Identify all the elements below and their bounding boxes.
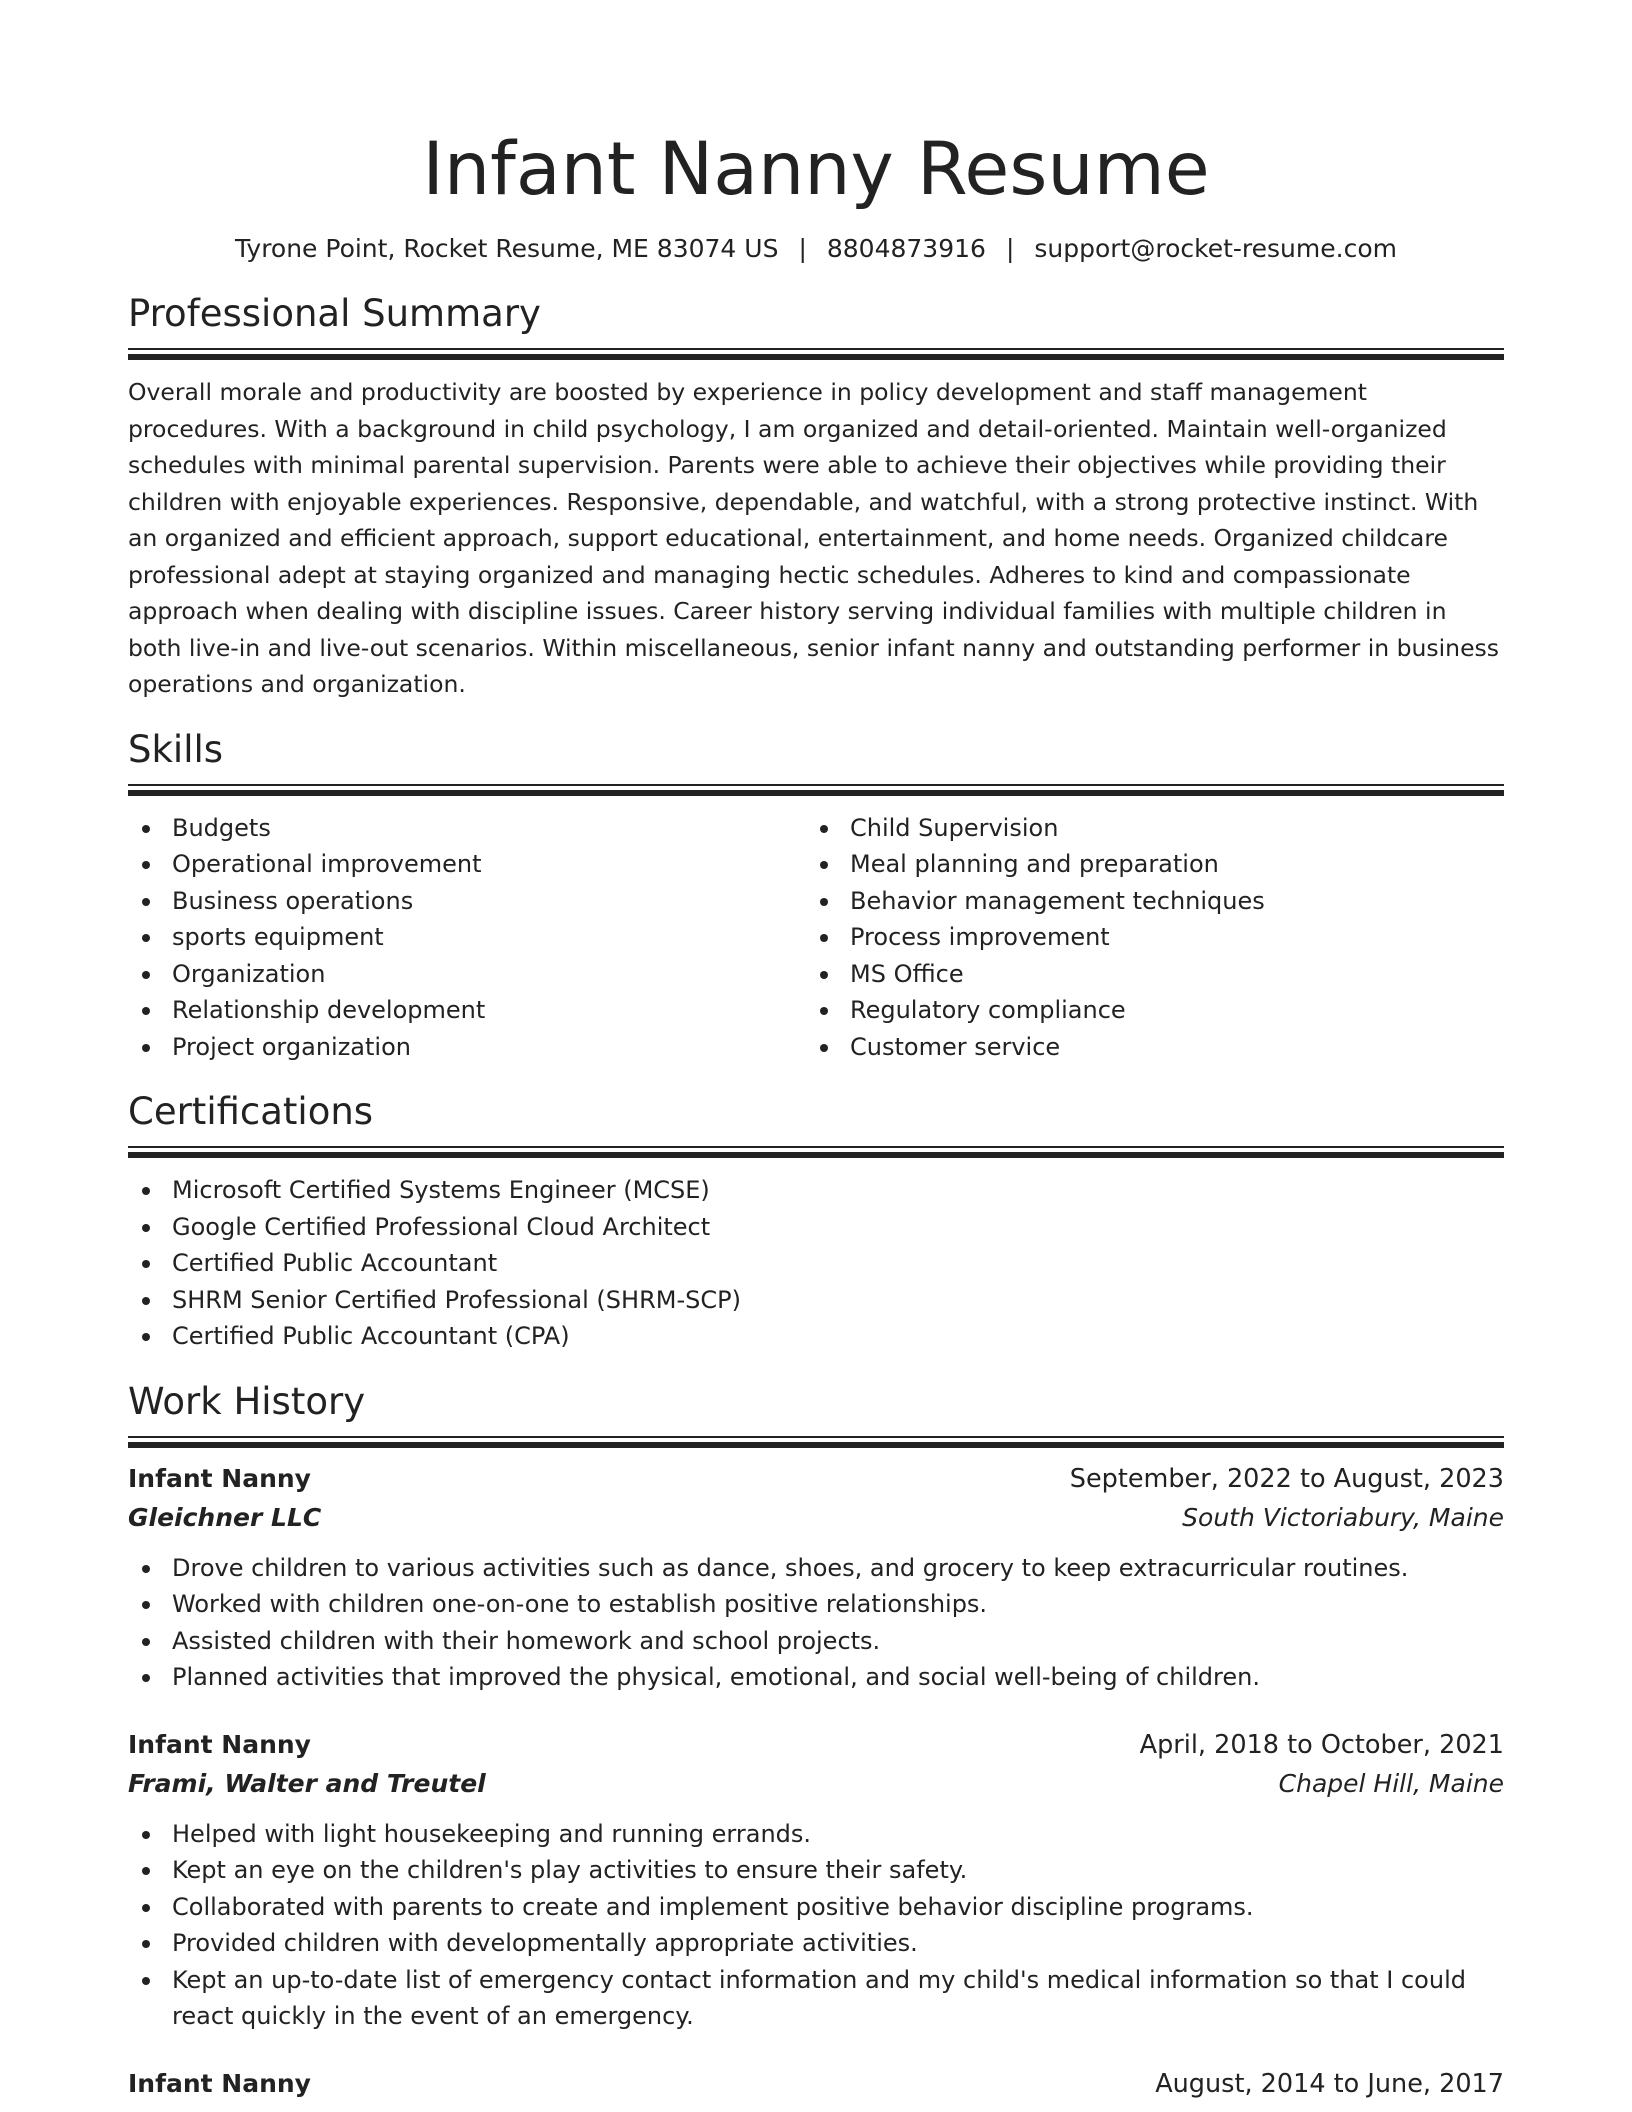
list-item: Microsoft Certified Systems Engineer (MCSE) xyxy=(128,1172,1504,1209)
list-item: Kept an up-to-date list of emergency contact information and my child's medical information so that I could react quickly in the event of an emergency. xyxy=(128,1962,1504,2035)
job-title: Infant Nanny xyxy=(128,1463,311,1493)
certifications-section xyxy=(128,1088,1504,1355)
list-item: Kept an eye on the children's play activities to ensure their safety. xyxy=(128,1852,1504,1889)
contact-email: support@rocket-resume.com xyxy=(1034,234,1397,263)
list-item: Behavior management techniques xyxy=(806,883,1504,920)
section-title-skills: Skills xyxy=(128,727,224,771)
list-item: Customer service xyxy=(806,1029,1504,1066)
job-title: Infant Nanny xyxy=(128,2068,311,2098)
contact-separator: | xyxy=(1005,234,1015,263)
list-item: Assisted children with their homework and school projects. xyxy=(128,1623,1504,1660)
job-dates: April, 2018 to October, 2021 xyxy=(1139,1729,1504,1760)
section-title-summary: Professional Summary xyxy=(128,292,541,335)
section-divider xyxy=(128,1436,1504,1448)
list-item: Google Certified Professional Cloud Architect xyxy=(128,1209,1504,1246)
job-dates: September, 2022 to August, 2023 xyxy=(1069,1463,1504,1494)
list-item: Relationship development xyxy=(128,992,806,1029)
contact-phone: 8804873916 xyxy=(826,234,986,263)
list-item: Certified Public Accountant xyxy=(128,1245,1504,1282)
summary-section xyxy=(128,290,1504,703)
list-item: Planned activities that improved the physical, emotional, and social well-being of children. xyxy=(128,1659,1504,1696)
list-item: Project organization xyxy=(128,1029,806,1066)
job-location: South Victoriabury, Maine xyxy=(1182,1502,1504,1532)
list-item: MS Office xyxy=(806,956,1504,993)
list-item: Budgets xyxy=(128,810,806,847)
list-item: sports equipment xyxy=(128,919,806,956)
list-item: Operational improvement xyxy=(128,846,806,883)
job-entry xyxy=(128,1460,1504,1696)
resume-title: Infant Nanny Resume xyxy=(422,127,1210,212)
work-history-section xyxy=(128,1378,1504,2103)
list-item: SHRM Senior Certified Professional (SHRM-SCP) xyxy=(128,1282,1504,1319)
contact-line xyxy=(128,232,1504,266)
skills-list-left xyxy=(128,810,806,1066)
list-item: Organization xyxy=(128,956,806,993)
list-item: Regulatory compliance xyxy=(806,992,1504,1029)
list-item: Meal planning and preparation xyxy=(806,846,1504,883)
job-header xyxy=(128,1460,1504,1498)
skills-list-right xyxy=(806,810,1504,1066)
section-title-certifications: Certifications xyxy=(128,1090,374,1133)
job-entry xyxy=(128,1726,1504,2035)
list-item: Collaborated with parents to create and implement positive behavior discipline programs. xyxy=(128,1889,1504,1926)
section-divider xyxy=(128,348,1504,360)
list-item: Drove children to various activities such as dance, shoes, and grocery to keep extracurricular routines. xyxy=(128,1550,1504,1587)
list-item: Child Supervision xyxy=(806,810,1504,847)
summary-text: Overall morale and productivity are boosted by experience in policy development and staff management procedures. With a background in child psychology, I am organized and detail-oriented. Maintain well-organized schedules with minimal parental supervision. Parents were able to achieve their objectives while providing their children with enjoyable experiences. Responsive, dependable, and watchful, with a strong protective instinct. With an organized and efficient approach, support educational, entertainment, and home needs. Organized childcare professional adept at staying organized and managing hectic schedules. Adheres to kind and compassionate approach when dealing with discipline issues. Career history serving individual families with multiple children in both live-in and live-out scenarios. Within miscellaneous, senior infant nanny and outstanding performer in business operations and organization. xyxy=(128,378,1500,698)
job-subheader xyxy=(128,1498,1504,1538)
section-title-work-history: Work History xyxy=(128,1379,366,1423)
job-title: Infant Nanny xyxy=(128,1729,311,1759)
section-divider xyxy=(128,1146,1504,1158)
list-item: Business operations xyxy=(128,883,806,920)
list-item: Certified Public Accountant (CPA) xyxy=(128,1318,1504,1355)
skills-section xyxy=(128,726,1504,1066)
job-company: Frami, Walter and Treutel xyxy=(128,1768,486,1798)
job-location: Chapel Hill, Maine xyxy=(1278,1768,1504,1798)
skills-grid xyxy=(128,810,1504,1066)
job-duties-list xyxy=(128,1550,1504,1696)
list-item: Provided children with developmentally appropriate activities. xyxy=(128,1925,1504,1962)
job-dates: August, 2014 to June, 2017 xyxy=(1155,2068,1504,2099)
job-duties-list xyxy=(128,1816,1504,2035)
job-header xyxy=(128,1726,1504,1764)
contact-address: Tyrone Point, Rocket Resume, ME 83074 US xyxy=(235,234,779,263)
job-subheader xyxy=(128,1764,1504,1804)
section-divider xyxy=(128,784,1504,796)
contact-separator: | xyxy=(798,234,807,263)
certifications-list xyxy=(128,1172,1504,1355)
list-item: Worked with children one-on-one to establish positive relationships. xyxy=(128,1586,1504,1623)
list-item: Helped with light housekeeping and running errands. xyxy=(128,1816,1504,1853)
job-entry xyxy=(128,2065,1504,2103)
job-company: Gleichner LLC xyxy=(128,1502,322,1532)
list-item: Process improvement xyxy=(806,919,1504,956)
job-header xyxy=(128,2065,1504,2103)
